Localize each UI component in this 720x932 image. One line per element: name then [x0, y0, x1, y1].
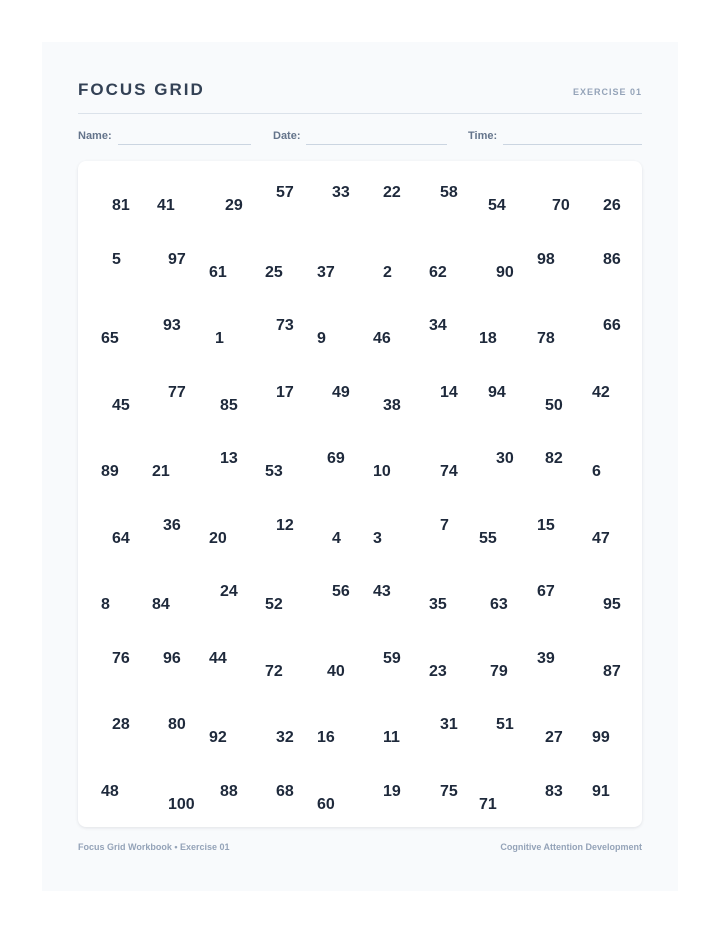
worksheet-page: [42, 42, 678, 891]
grid-number: 91: [592, 782, 610, 800]
name-field-line[interactable]: [118, 144, 251, 145]
grid-number: 80: [168, 716, 186, 733]
grid-number: 69: [327, 450, 345, 467]
grid-number: 30: [496, 450, 514, 467]
grid-number: 35: [429, 596, 447, 613]
name-label: Name:: [78, 130, 112, 142]
grid-number: 72: [265, 662, 283, 680]
page-title: FOCUS GRID: [78, 80, 205, 99]
grid-number: 46: [373, 330, 391, 347]
grid-number: 81: [112, 197, 130, 214]
time-field-line[interactable]: [503, 144, 642, 145]
grid-number: 12: [276, 516, 294, 534]
grid-number: 68: [276, 782, 294, 800]
grid-number: 57: [276, 184, 294, 201]
grid-number: 63: [490, 596, 508, 613]
grid-number: 43: [373, 583, 391, 600]
grid-number: 18: [479, 330, 497, 347]
grid-number: 31: [440, 716, 458, 733]
grid-number: 88: [220, 782, 238, 800]
grid-number: 29: [225, 197, 243, 214]
grid-number: 97: [168, 250, 186, 268]
grid-number: 65: [101, 330, 119, 347]
grid-number: 49: [332, 383, 350, 401]
grid-number: 93: [163, 317, 181, 334]
grid-number: 45: [112, 396, 130, 414]
grid-number: 23: [429, 662, 447, 680]
grid-number: 8: [101, 596, 110, 613]
grid-number: 56: [332, 583, 350, 600]
date-label: Date:: [273, 130, 301, 142]
grid-number: 50: [545, 396, 563, 414]
grid-number: 44: [209, 649, 227, 667]
grid-number: 38: [383, 396, 401, 414]
grid-number: 6: [592, 463, 601, 480]
time-label: Time:: [468, 130, 498, 142]
grid-number: 27: [545, 729, 563, 746]
number-grid: [78, 161, 642, 827]
grid-number: 4: [332, 529, 341, 547]
grid-number: 10: [373, 463, 391, 480]
grid-number: 73: [276, 317, 294, 334]
grid-number: 95: [603, 596, 621, 613]
grid-number: 9: [317, 330, 326, 347]
grid-number: 54: [488, 197, 506, 214]
grid-number: 58: [440, 184, 458, 201]
grid-number: 34: [429, 317, 447, 334]
footer-subtitle: Cognitive Attention Development: [500, 842, 642, 852]
grid-number: 94: [488, 383, 506, 401]
grid-number: 48: [101, 782, 119, 800]
grid-number: 78: [537, 330, 555, 347]
grid-number: 70: [552, 197, 570, 214]
grid-number: 19: [383, 782, 401, 800]
grid-number: 13: [220, 450, 238, 467]
grid-number: 55: [479, 529, 497, 547]
grid-number: 59: [383, 649, 401, 667]
grid-number: 37: [317, 263, 335, 281]
grid-number: 75: [440, 782, 458, 800]
exercise-label: EXERCISE 01: [572, 87, 642, 97]
grid-number: 42: [592, 383, 610, 401]
grid-number: 79: [490, 662, 508, 680]
grid-number: 66: [603, 317, 621, 334]
grid-number: 47: [592, 529, 610, 547]
grid-number: 89: [101, 463, 119, 480]
grid-number: 61: [209, 263, 227, 281]
grid-number: 71: [479, 795, 497, 813]
grid-number: 60: [317, 795, 335, 813]
grid-number: 67: [537, 583, 555, 600]
grid-number: 15: [537, 516, 555, 534]
grid-number: 28: [112, 716, 130, 733]
date-field-line[interactable]: [306, 144, 447, 145]
grid-number: 25: [265, 263, 283, 281]
grid-number: 36: [163, 516, 181, 534]
grid-number: 40: [327, 662, 345, 680]
grid-number: 64: [112, 529, 130, 547]
footer-workbook-label: Focus Grid Workbook • Exercise 01: [78, 842, 230, 852]
grid-number: 24: [220, 583, 238, 600]
grid-number: 32: [276, 729, 294, 746]
grid-number: 1: [215, 330, 224, 347]
grid-number: 53: [265, 463, 283, 480]
grid-number: 85: [220, 396, 238, 414]
grid-number: 26: [603, 197, 621, 214]
grid-number: 86: [603, 250, 621, 268]
grid-number: 98: [537, 250, 555, 268]
grid-number: 96: [163, 649, 181, 667]
grid-number: 20: [209, 529, 227, 547]
grid-number: 41: [157, 197, 175, 214]
grid-number: 51: [496, 716, 514, 733]
grid-number: 14: [440, 383, 458, 401]
header-divider: [78, 113, 642, 114]
grid-number: 99: [592, 729, 610, 746]
grid-number: 52: [265, 596, 283, 613]
grid-number: 87: [603, 662, 621, 680]
grid-number: 100: [168, 795, 195, 813]
grid-number: 82: [545, 450, 563, 467]
grid-number: 74: [440, 463, 458, 480]
grid-number: 33: [332, 184, 350, 201]
grid-number: 90: [496, 263, 514, 281]
grid-number: 77: [168, 383, 186, 401]
grid-number: 39: [537, 649, 555, 667]
grid-number: 16: [317, 729, 335, 746]
grid-number: 76: [112, 649, 130, 667]
grid-number: 22: [383, 184, 401, 201]
grid-number: 11: [383, 729, 400, 746]
grid-number: 7: [440, 516, 449, 534]
grid-number: 2: [383, 263, 392, 281]
grid-number: 5: [112, 250, 121, 268]
grid-number: 62: [429, 263, 447, 281]
grid-number: 83: [545, 782, 563, 800]
grid-number: 17: [276, 383, 294, 401]
grid-number: 21: [152, 463, 170, 480]
grid-number: 92: [209, 729, 227, 746]
grid-number: 84: [152, 596, 170, 613]
grid-number: 3: [373, 529, 382, 547]
